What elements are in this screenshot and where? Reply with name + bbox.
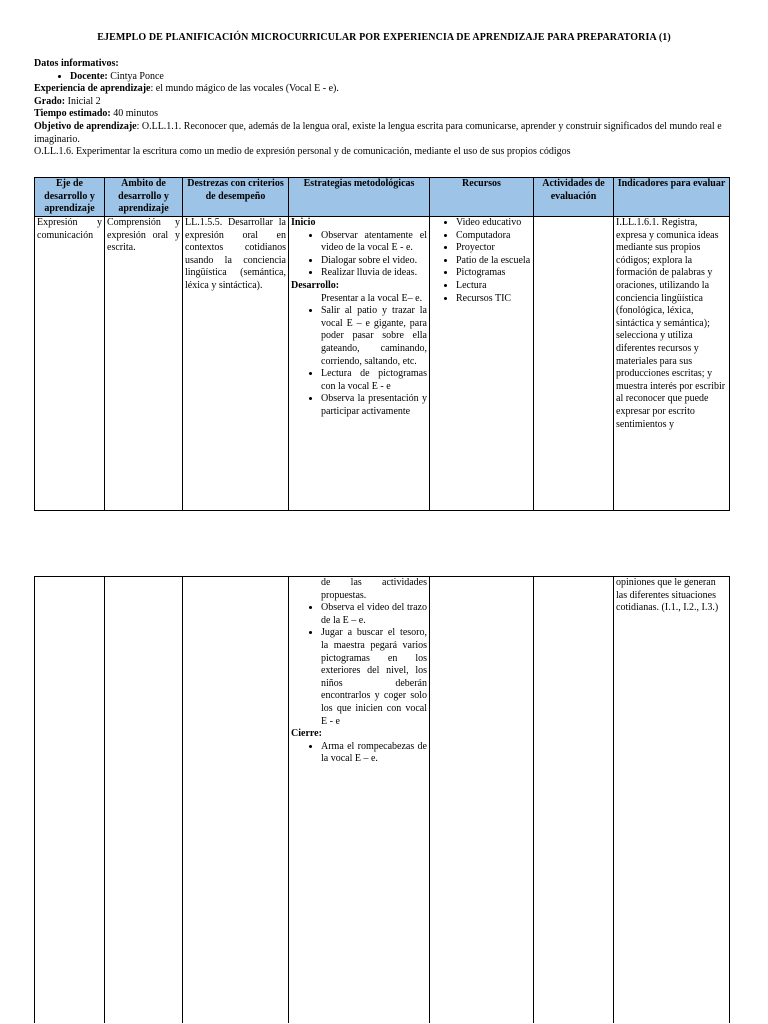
page-title: EJEMPLO DE PLANIFICACIÓN MICROCURRICULAR POR EXPERIENCIA DE APRENDIZAJE PARA PREPARATORIA (1) — [97, 32, 671, 43]
cell-indicadores: opiniones que le generan las diferentes situaciones cotidianas. (I.1., I.2., I.3.) — [614, 577, 730, 1024]
header-ambito: Ámbito de desarrollo y aprendizaje — [105, 178, 183, 217]
list-item: • Lectura — [456, 280, 531, 293]
cell-indicadores: I.LL.1.6.1. Registra, expresa y comunica ideas mediante sus propios códigos; explora la formación de palabras y oraciones, utilizando la conciencia lingüística (fonológica, léxica, sintáctica y semántica); selecciona y utiliza diferentes recursos y materiales para sus producciones escritas; y muestra interés por escribir al reconocer que puede expresar por escrito sentimientos y — [614, 217, 730, 511]
cell-ambito — [105, 577, 183, 1024]
header-actividades: Actividades de evaluación — [534, 178, 614, 217]
cell-ambito: Comprensión y expresión oral y escrita. — [105, 217, 183, 511]
list-item: • Recursos TIC — [456, 293, 531, 306]
header-destrezas: Destrezas con criterios de desempeño — [183, 178, 289, 217]
list-item: • Dialogar sobre el video. — [321, 255, 427, 268]
list-item: • Observa el video del trazo de la E – e. — [321, 602, 427, 627]
table-row — [35, 217, 730, 511]
list-item: • Jugar a buscar el tesoro, la maestra pegará varios pictogramas en los exteriores del nivel, los niños deberán encontrarlos y coger solo los que inicien con vocal E - e — [321, 627, 427, 728]
cierre-label: Cierre: — [291, 728, 322, 740]
table-row — [35, 577, 730, 1024]
objetivo-line-2: O.LL.1.6. Experimentar la escritura como un medio de expresión personal y de comunicación, mediante el uso de sus propios códigos — [34, 146, 571, 158]
cell-eje — [35, 577, 105, 1024]
cell-destreza: LL.1.5.5. Desarrollar la expresión oral en contextos cotidianos usando la conciencia lingüística (semántica, léxica y sintáctica). — [183, 217, 289, 511]
list-item: • Pictogramas — [456, 267, 531, 280]
header-recursos: Recursos — [430, 178, 534, 217]
docente-line: • Docente: Cintya Ponce — [70, 71, 734, 84]
list-item: • Observar atentamente el video de la vocal E - e. — [321, 230, 427, 255]
planning-table — [34, 177, 730, 511]
list-item: • Observa la presentación y participar activamente — [321, 393, 427, 418]
cell-destreza — [183, 577, 289, 1024]
cell-estrategias — [289, 577, 430, 1024]
cell-recursos — [430, 577, 534, 1024]
tiempo-line: Tiempo estimado: 40 minutos — [34, 108, 158, 120]
list-item: • Lectura de pictogramas con la vocal E - e — [321, 368, 427, 393]
header-indicadores: Indicadores para evaluar — [614, 178, 730, 217]
desarrollo-label: Desarrollo: — [291, 279, 340, 291]
header-estrategias: Estrategias metodológicas — [289, 178, 430, 217]
header-eje: Eje de desarrollo y aprendizaje — [35, 178, 105, 217]
planning-table-continued — [34, 576, 730, 1023]
grado-line: Grado: Inicial 2 — [34, 95, 101, 107]
list-item: • Proyector — [456, 242, 531, 255]
list-item: • Computadora — [456, 230, 531, 243]
experiencia-line: Experiencia de aprendizaje: el mundo mágico de las vocales (Vocal E - e). — [34, 83, 339, 95]
strategy-continuation: de las actividades propuestas. — [321, 577, 427, 601]
list-item: • Video educativo — [456, 217, 531, 230]
list-item: • Patio de la escuela — [456, 255, 531, 268]
cell-actividades — [534, 217, 614, 511]
list-item: • Salir al patio y trazar la vocal E – e gigante, para poder pasar sobre ella gateando, caminando, corriendo, saltando, etc. — [321, 305, 427, 368]
datos-informativos — [34, 58, 734, 159]
inicio-label: Inicio — [291, 217, 316, 228]
objetivo-line: Objetivo de aprendizaje: O.LL.1.1. Reconocer que, además de la lengua oral, existe la lengua escrita para comunicarse, aprender y construir significados del mundo real e imaginario. — [34, 120, 722, 145]
list-item: • Realizar lluvia de ideas. — [321, 267, 427, 280]
cell-actividades — [534, 577, 614, 1024]
desarrollo-intro: Presentar a la vocal E– e. — [321, 292, 423, 304]
list-item: • Arma el rompecabezas de la vocal E – e. — [321, 741, 427, 766]
cell-estrategias — [289, 217, 430, 511]
cell-eje: Expresión y comunicación — [35, 217, 105, 511]
table-header-row — [35, 178, 730, 217]
info-heading: Datos informativos: — [34, 58, 119, 69]
cell-recursos — [430, 217, 534, 511]
